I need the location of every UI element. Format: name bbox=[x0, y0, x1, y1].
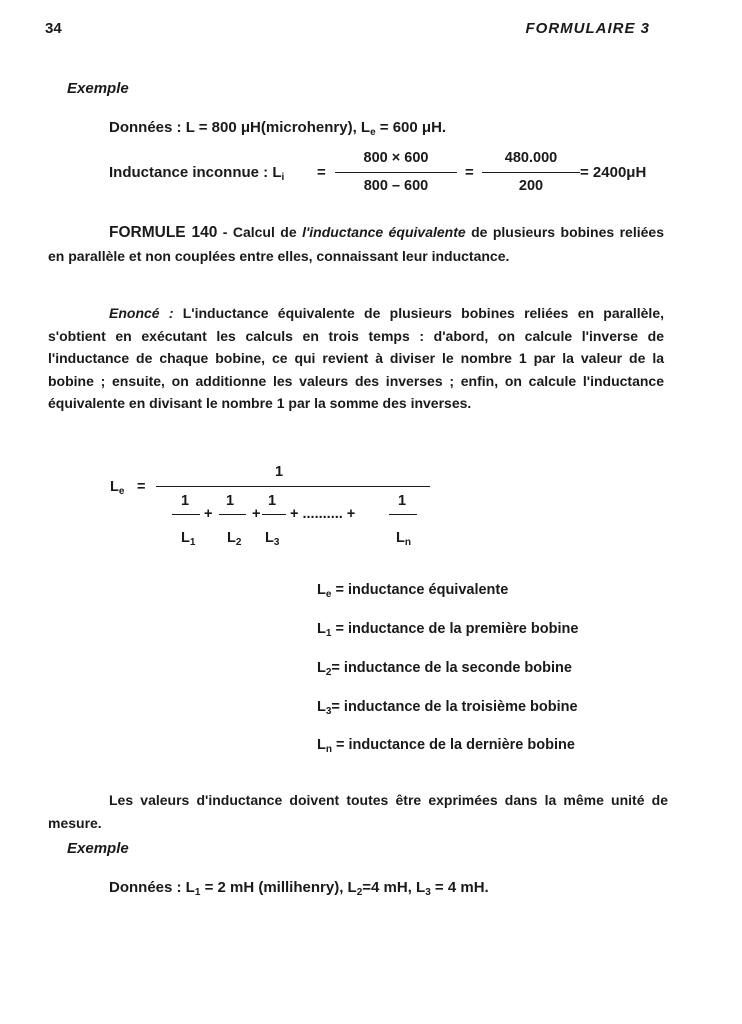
den3-sub: 3 bbox=[273, 537, 280, 548]
legend-item-n bbox=[317, 737, 575, 755]
result: = 2400μH bbox=[580, 164, 647, 181]
legend-sym: L bbox=[317, 660, 326, 676]
page-number: 34 bbox=[45, 20, 62, 37]
ex2-label: Données : L bbox=[109, 879, 195, 896]
formula-den-3 bbox=[265, 530, 279, 548]
fraction2-denominator: 200 bbox=[518, 178, 544, 194]
ex2-sub1: 1 bbox=[194, 887, 201, 898]
den3-L: L bbox=[265, 530, 274, 546]
formula-bar-3 bbox=[262, 514, 286, 515]
ex2-part3: = 4 mH. bbox=[430, 879, 489, 896]
den2-L: L bbox=[227, 530, 236, 546]
formula-lhs bbox=[110, 479, 124, 497]
data-text: L = 800 μH(microhenry), L bbox=[185, 119, 371, 136]
formula-num-3: 1 bbox=[268, 493, 277, 509]
ex2-part1: = 2 mH (millihenry), L bbox=[200, 879, 357, 896]
legend-text: = inductance de la dernière bobine bbox=[331, 737, 575, 753]
formula-plus-2: + bbox=[252, 506, 261, 522]
legend-sub: 2 bbox=[325, 667, 332, 678]
den1-sub: 1 bbox=[189, 537, 196, 548]
formula-den-2 bbox=[227, 530, 241, 548]
formula-plus-1: + bbox=[204, 506, 213, 522]
formula140-paragraph bbox=[48, 221, 664, 267]
running-title: FORMULAIRE 3 bbox=[525, 20, 650, 37]
data-label: Données : bbox=[109, 119, 182, 136]
unknown-label-text: Inductance inconnue : L bbox=[109, 164, 282, 181]
equals-sign-1: = bbox=[317, 164, 326, 181]
legend-sub: 1 bbox=[325, 628, 332, 639]
enonce-paragraph bbox=[48, 302, 664, 415]
enonce-text: L'inductance équivalente de plusieurs bobines reliées en parallèle, s'obtient en exécutant les calculs en trois temps : d'abord, on calcule l'inverse de l'inductance de chaque bobine, ce qui revient à diviser le nombre 1 par la valeur de la bobine ; ensuite, on additionne les valeurs des inverses ; enfin, on calcule l'inductance équivalente en divisant le nombre 1 par la somme des inverses. bbox=[48, 305, 664, 411]
fraction2-numerator: 480.000 bbox=[504, 150, 558, 166]
enonce-label: Enoncé : bbox=[109, 305, 174, 321]
denn-sub: n bbox=[404, 537, 411, 548]
example2-heading: Exemple bbox=[67, 840, 129, 857]
legend-sym: L bbox=[317, 699, 326, 715]
formula140-term: l'inductance équivalente bbox=[302, 224, 466, 240]
legend-sym: L bbox=[317, 621, 326, 637]
legend-sym: L bbox=[317, 582, 326, 598]
legend-sub: 3 bbox=[325, 706, 332, 717]
formula-den-n bbox=[396, 530, 411, 548]
formula-lhs-sub: e bbox=[118, 486, 125, 497]
formula-dots: + .......... + bbox=[290, 506, 356, 522]
legend-sub: e bbox=[325, 589, 332, 600]
units-note: Les valeurs d'inductance doivent toutes être exprimées dans la même unité de mesure. bbox=[48, 792, 668, 831]
data-sub: e bbox=[370, 127, 376, 138]
example2-data bbox=[109, 879, 489, 898]
legend-item-e bbox=[317, 582, 508, 600]
legend-text: = inductance équivalente bbox=[331, 582, 509, 598]
fraction2-bar bbox=[482, 172, 580, 173]
legend-text: = inductance de la troisième bobine bbox=[331, 699, 578, 715]
ex2-sub2: 2 bbox=[356, 887, 363, 898]
formula-lhs-L: L bbox=[110, 479, 119, 495]
denn-L: L bbox=[396, 530, 405, 546]
formula-top-numerator: 1 bbox=[275, 464, 284, 480]
legend-text: = inductance de la première bobine bbox=[331, 621, 579, 637]
fraction1-denominator: 800 – 600 bbox=[363, 178, 429, 194]
unknown-sub: i bbox=[281, 172, 285, 183]
legend-item-2 bbox=[317, 660, 572, 678]
formula140-rest: de plusieurs bobines reliées en parallèle et non couplées entre elles, connaissant leur inductance. bbox=[48, 224, 664, 264]
legend-sub: n bbox=[325, 744, 332, 755]
ex2-part2: =4 mH, L bbox=[362, 879, 426, 896]
fraction1-numerator: 800 × 600 bbox=[363, 150, 429, 166]
den1-L: L bbox=[181, 530, 190, 546]
den2-sub: 2 bbox=[235, 537, 242, 548]
formula140-title: FORMULE 140 bbox=[109, 224, 218, 241]
formula-num-n: 1 bbox=[398, 493, 407, 509]
example1-data bbox=[109, 119, 446, 138]
formula-bar-1 bbox=[172, 514, 200, 515]
legend-sym: L bbox=[317, 737, 326, 753]
equals-sign-2: = bbox=[465, 164, 474, 181]
formula-main-bar bbox=[156, 486, 430, 487]
formula-num-2: 1 bbox=[226, 493, 235, 509]
formula-den-1 bbox=[181, 530, 195, 548]
unknown-inductance-label bbox=[109, 164, 284, 183]
example-heading: Exemple bbox=[67, 80, 129, 97]
formula-num-1: 1 bbox=[181, 493, 190, 509]
legend-item-1 bbox=[317, 621, 578, 639]
formula-equals: = bbox=[137, 479, 146, 495]
data-tail: = 600 μH. bbox=[375, 119, 447, 136]
legend-text: = inductance de la seconde bobine bbox=[331, 660, 572, 676]
ex2-sub3: 3 bbox=[425, 887, 431, 898]
fraction1-bar bbox=[335, 172, 457, 173]
formula-bar-n bbox=[389, 514, 417, 515]
formula140-dash: - Calcul de bbox=[217, 224, 303, 240]
formula-bar-2 bbox=[219, 514, 246, 515]
legend-item-3 bbox=[317, 699, 578, 717]
